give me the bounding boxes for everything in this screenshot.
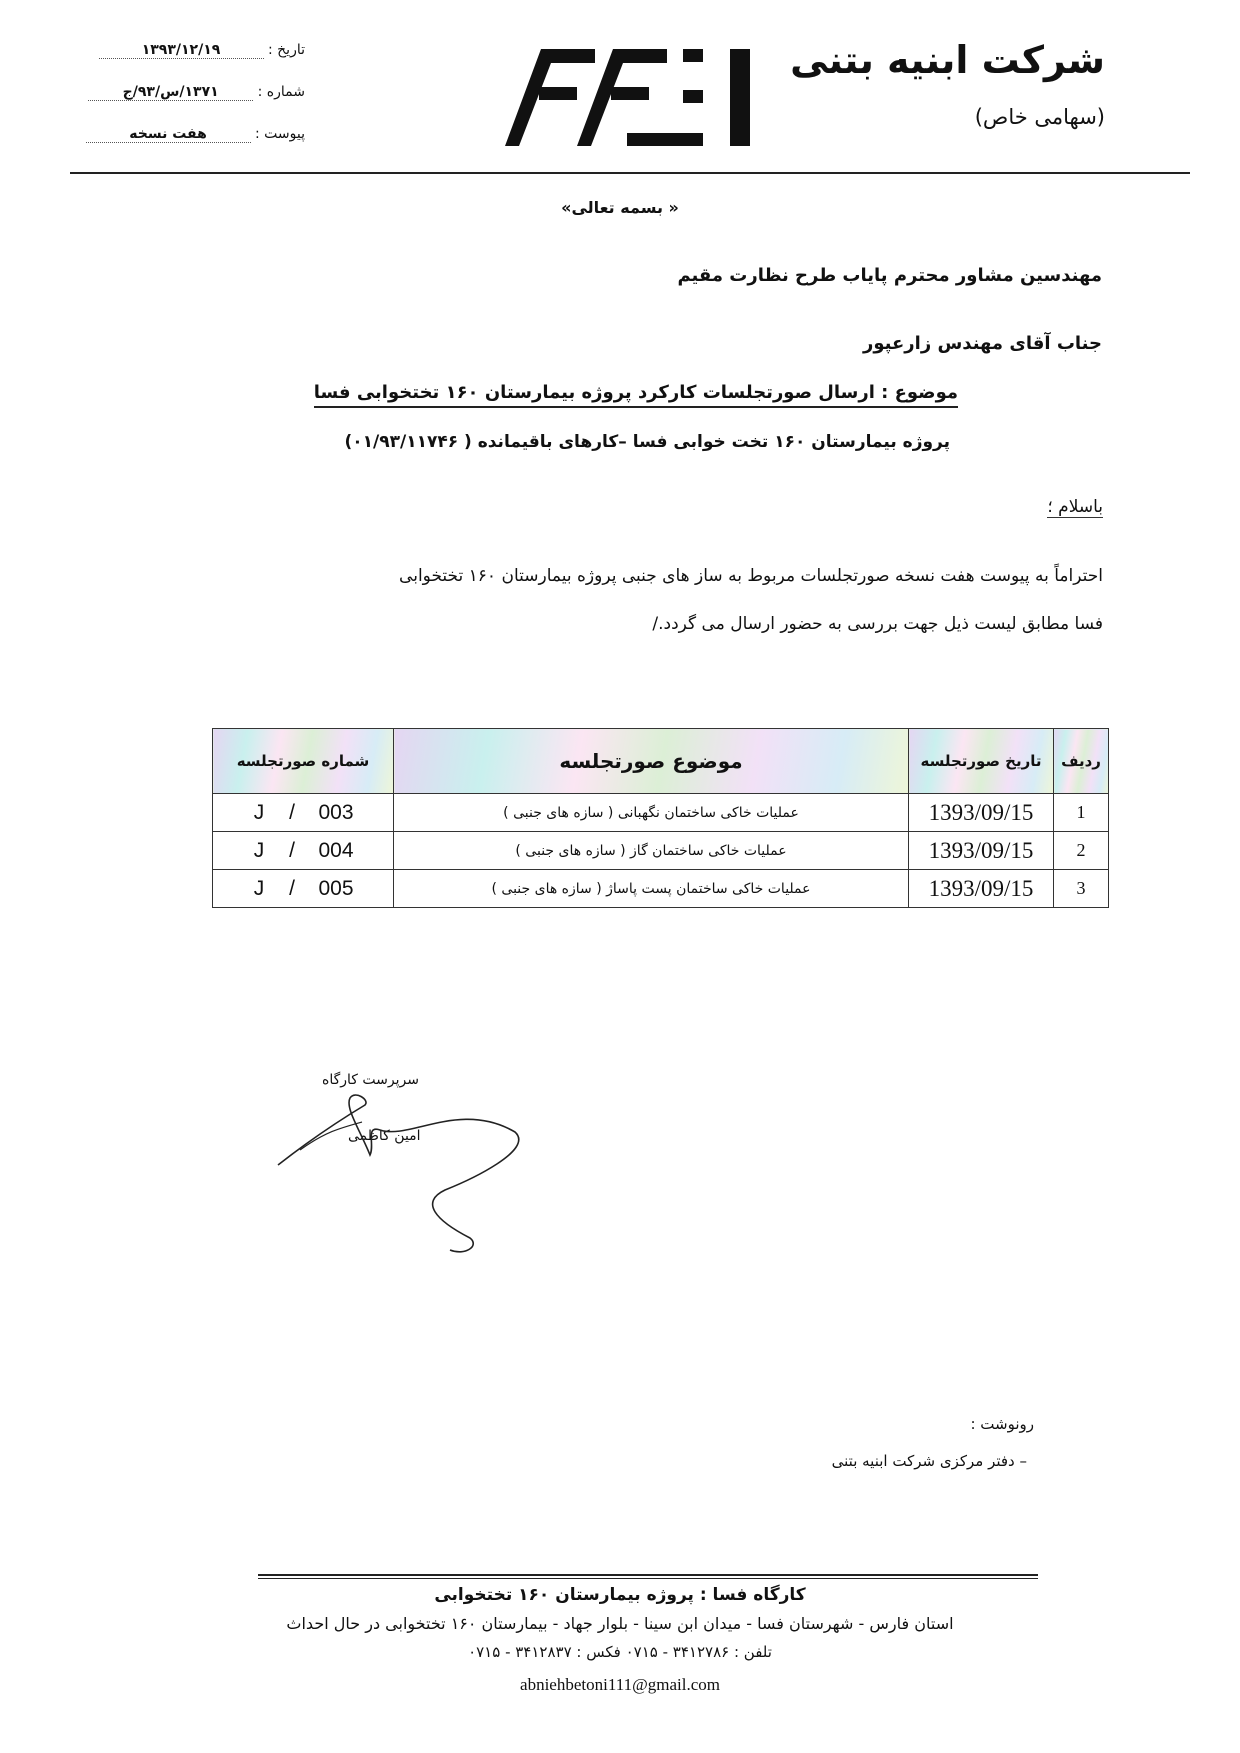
code-separator: / — [289, 800, 295, 824]
row-date: 1393/09/15 — [909, 870, 1054, 908]
bismillah: « بسمه تعالی» — [561, 198, 679, 217]
table-header-row — [213, 729, 1109, 794]
signature-name: امین کاظمی — [348, 1128, 421, 1144]
row-number: 1 — [1054, 794, 1109, 832]
number-value: ۱۳۷۱/س/۹۳/ج — [88, 84, 253, 101]
code-prefix: J — [253, 876, 265, 900]
footer-divider — [258, 1574, 1038, 1576]
copies-label: رونوشت : — [970, 1415, 1034, 1433]
handwritten-signature — [270, 1070, 530, 1270]
row-subject: عملیات خاکی ساختمان گاز ( سازه های جنبی ) — [394, 832, 909, 870]
header-subject: موضوع صورتجلسه — [394, 729, 909, 794]
attachment-label: پیوست : — [255, 126, 305, 142]
body-line-2: فسا مطابق لیست ذیل جهت بررسی به حضور ارسال می گردد./ — [652, 614, 1103, 634]
table-row — [213, 832, 1109, 870]
greeting: باسلام ؛ — [1047, 497, 1103, 517]
row-subject: عملیات خاکی ساختمان نگهبانی ( سازه های جنبی ) — [394, 794, 909, 832]
code-prefix: J — [253, 800, 265, 824]
company-name: شرکت ابنیه بتنی — [790, 38, 1105, 82]
copies-item: – دفتر مرکزی شرکت ابنیه بتنی — [831, 1452, 1027, 1470]
addressee-line-2: جناب آقای مهندس زارعپور — [863, 333, 1102, 354]
number-field — [84, 84, 305, 101]
table-row — [213, 870, 1109, 908]
code-separator: / — [289, 876, 295, 900]
signature-title: سرپرست کارگاه — [322, 1072, 419, 1088]
header-session-number: شماره صورتجلسه — [213, 729, 394, 794]
row-number: 2 — [1054, 832, 1109, 870]
header-divider — [70, 172, 1190, 174]
company-type: (سهامی خاص) — [974, 105, 1105, 129]
number-label: شماره : — [257, 84, 305, 100]
body-line-1: احتراماً به پیوست هفت نسخه صورتجلسات مربوط به ساز های جنبی پروژه بیمارستان ۱۶۰ تختخوابی — [399, 566, 1103, 586]
header-row-number: ردیف — [1054, 729, 1109, 794]
footer-site: کارگاه فسا : پروژه بیمارستان ۱۶۰ تختخوابی — [434, 1585, 806, 1605]
code-separator: / — [289, 838, 295, 862]
letter-subject: موضوع : ارسال صورتجلسات کارکرد پروژه بیمارستان ۱۶۰ تختخوابی فسا — [314, 382, 958, 408]
code-value: 005 — [318, 876, 354, 900]
code-prefix: J — [253, 838, 265, 862]
row-session-number — [213, 870, 394, 908]
date-label: تاریخ : — [267, 42, 305, 58]
attachment-field — [82, 126, 305, 143]
header-date: تاریخ صورتجلسه — [909, 729, 1054, 794]
table-row — [213, 794, 1109, 832]
footer-phone: تلفن : ۳۴۱۲۷۸۶ - ۰۷۱۵ فکس : ۳۴۱۲۸۳۷ - ۰۷۱۵ — [468, 1643, 772, 1661]
row-number: 3 — [1054, 870, 1109, 908]
row-date: 1393/09/15 — [909, 794, 1054, 832]
code-value: 004 — [318, 838, 354, 862]
row-session-number — [213, 794, 394, 832]
code-value: 003 — [318, 800, 354, 824]
addressee-line-1: مهندسین مشاور محترم پایاب طرح نظارت مقیم — [677, 265, 1102, 286]
footer-email: abniehbetoni111@gmail.com — [520, 1675, 720, 1694]
company-logo — [505, 45, 755, 150]
project-line: پروژه بیمارستان ۱۶۰ تخت خوابی فسا –کارهای باقیمانده ( ۰۱/۹۳/۱۱۷۴۶) — [344, 432, 950, 452]
footer-address: استان فارس - شهرستان فسا - میدان ابن سینا - بلوار جهاد - بیمارستان ۱۶۰ تختخوابی در حال احداث — [286, 1614, 954, 1633]
attachment-value: هفت نسخه — [86, 126, 251, 143]
date-value: ۱۳۹۳/۱۲/۱۹ — [99, 42, 264, 59]
footer-divider-thin — [258, 1578, 1038, 1579]
row-session-number — [213, 832, 394, 870]
sessions-table — [212, 728, 1109, 908]
row-date: 1393/09/15 — [909, 832, 1054, 870]
row-subject: عملیات خاکی ساختمان پست پاساژ ( سازه های جنبی ) — [394, 870, 909, 908]
date-field — [95, 42, 305, 59]
